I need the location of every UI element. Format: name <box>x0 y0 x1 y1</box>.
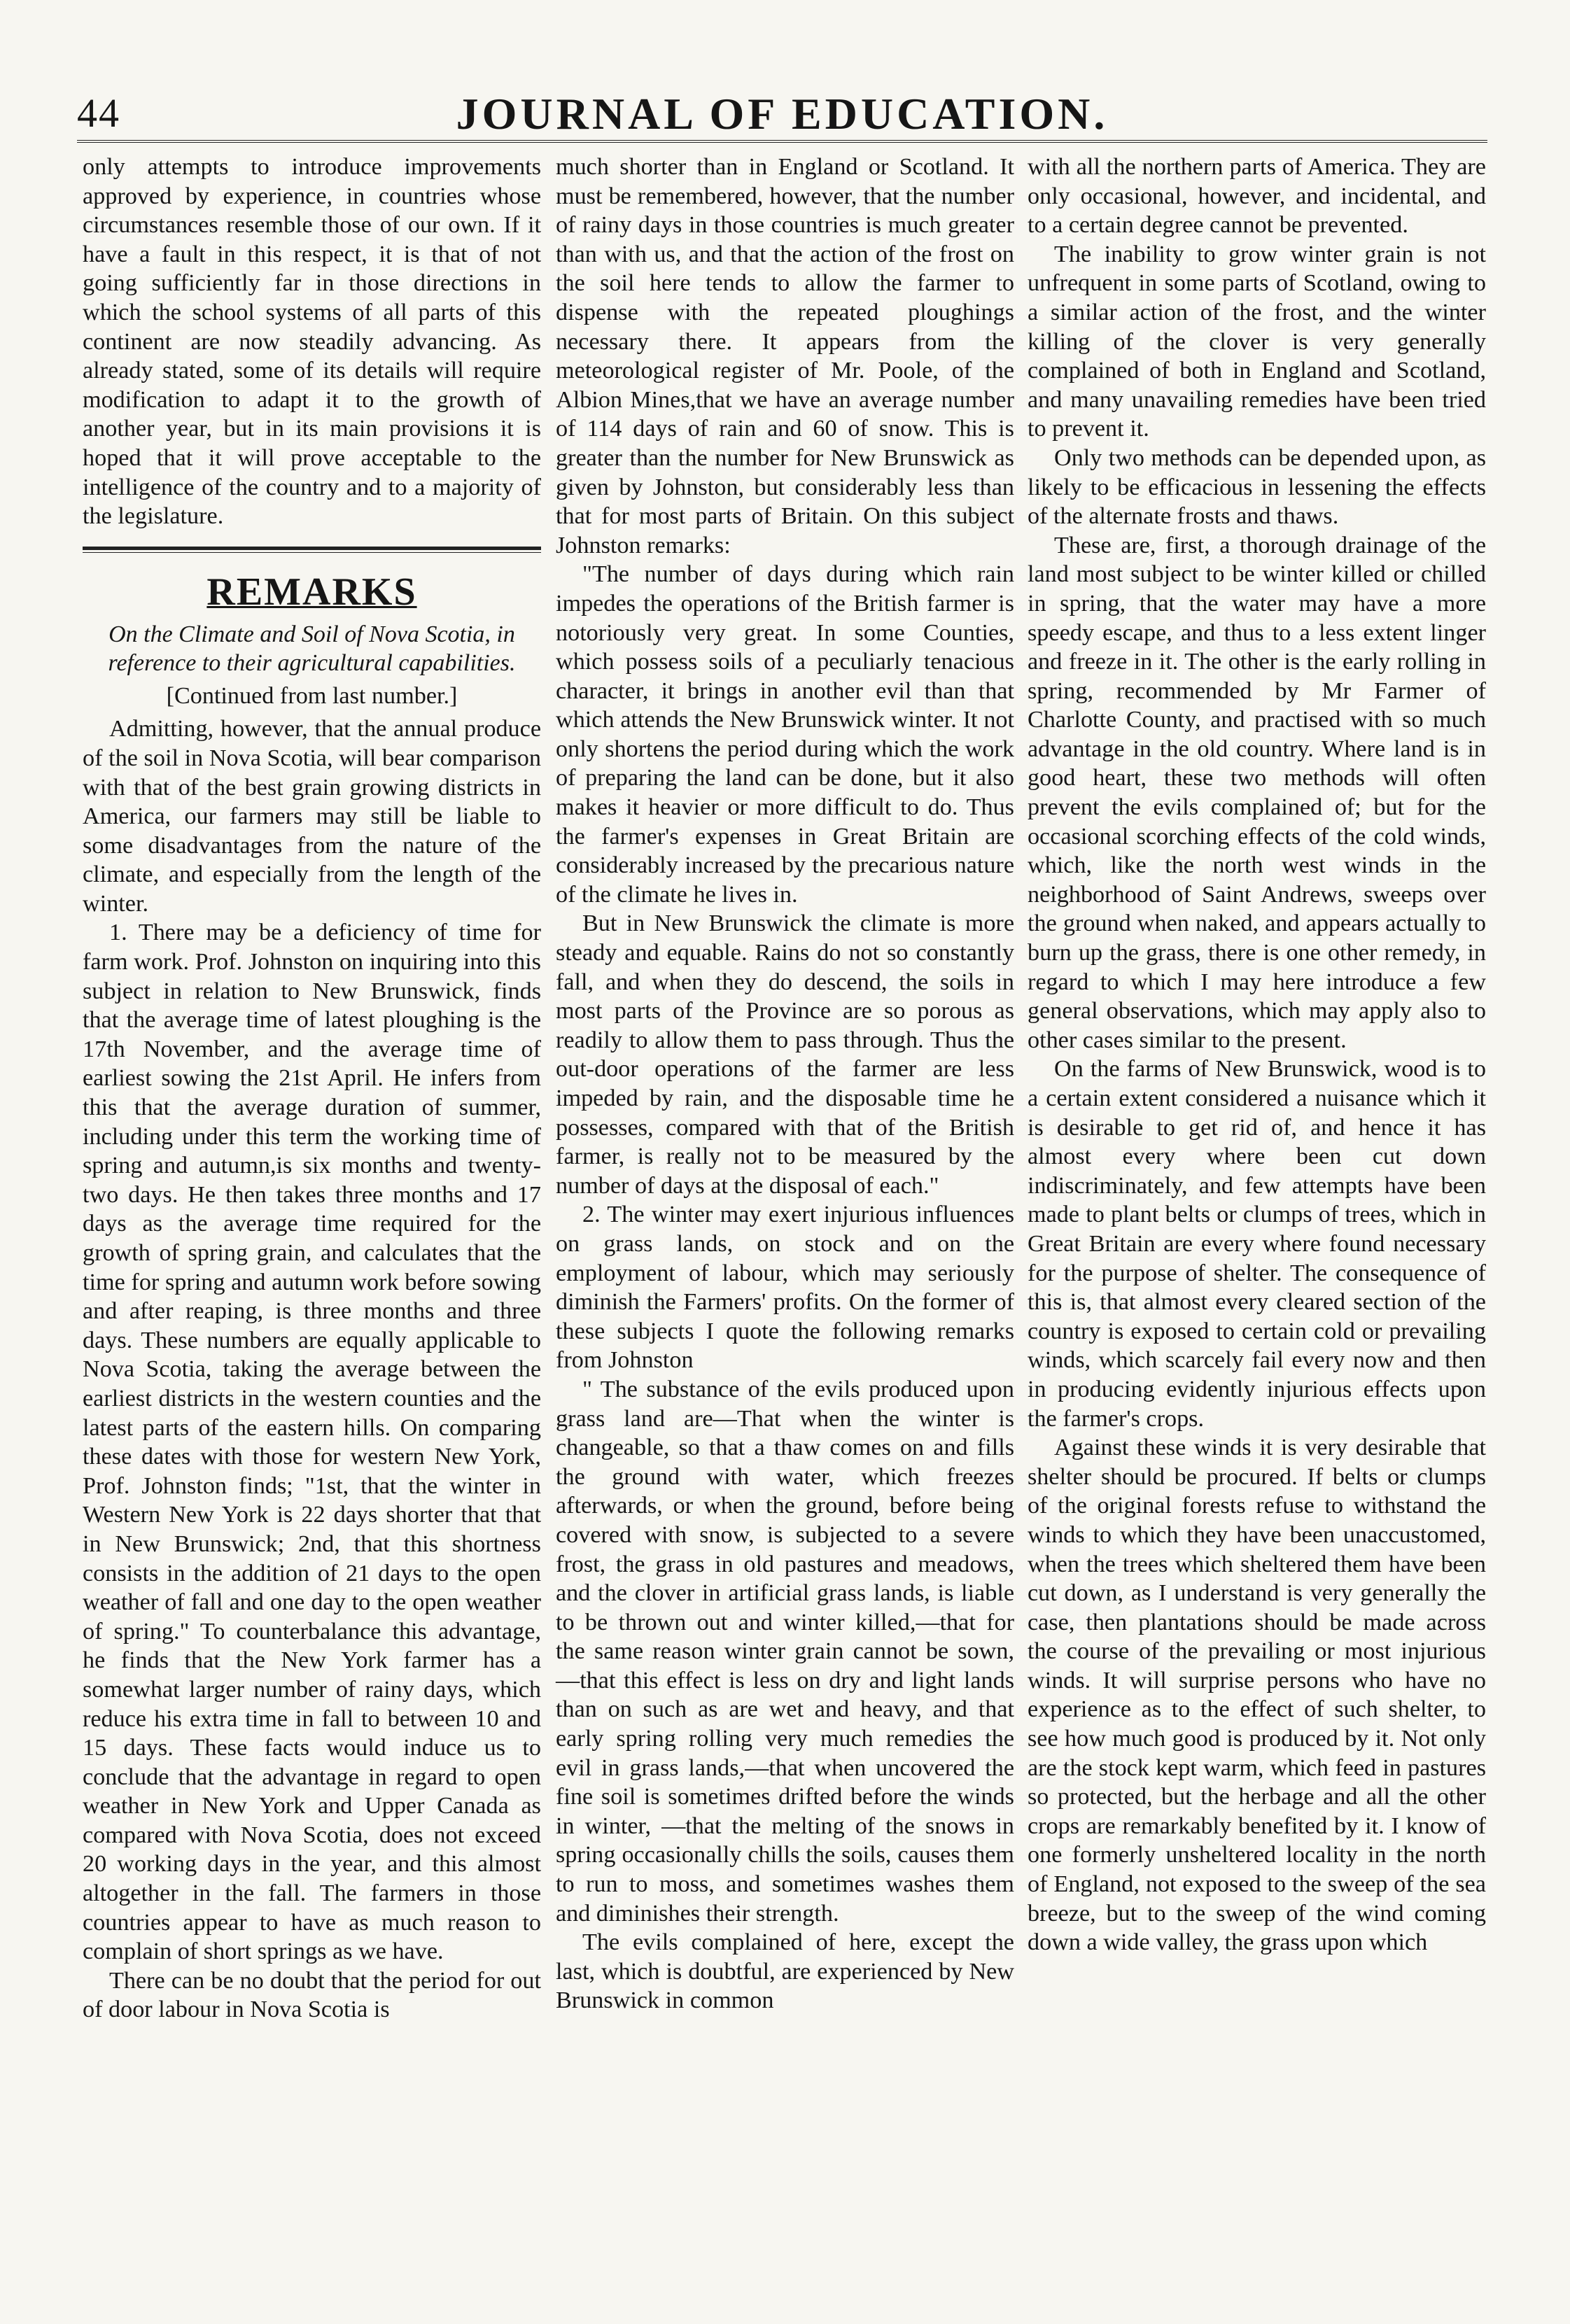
section-subtitle: On the Climate and Soil of Nova Scotia, in reference to their agricultural capabilities. <box>108 621 516 676</box>
paragraph: Against these winds it is very desirable that shelter should be procured. If belts or clumps of the original forests refuse to withstand the winds to which they have been unaccustomed, when the trees which sheltered them have been cut down, as I understand is very generally the case, then plantations should be made across the course of the prevailing or most injurious winds. It will surprise persons who have no experience as to the effect of such shelter, to see how much good is produced by it. Not only are the stock kept warm, which feed in pastures so protected, but the herbage and all the other crops are remarkably benefited by it. I know of one formerly unsheltered locality in the north of England, not exposed to the sweep of the sea breeze, but to the sweep of the wind coming down a wide valley, the grass upon which <box>1028 1435 1486 1956</box>
column-middle <box>556 153 1014 2015</box>
paragraph: with all the northern parts of America. They are only occasional, however, and incidental, and to a certain degree cannot be prevented. <box>1028 154 1486 239</box>
journal-title: JOURNAL OF EDUCATION. <box>456 89 1109 139</box>
header-rule <box>77 140 1487 143</box>
column-left <box>83 153 541 2024</box>
page-header <box>77 83 1487 146</box>
paragraph: Only two methods can be depended upon, as likely to be efficacious in lessening the effects of the alternate frosts and thaws. <box>1028 444 1486 530</box>
paragraph: These are, first, a thorough drainage of the land most subject to be winter killed or chilled in spring, that the water may have a more speedy escape, and thus to a less extent linger and freeze in it. The other is the early rolling in spring, recommended by Mr Farmer of Charlotte County, and practised with so much advantage in the old country. Where land is in good heart, these two methods will often prevent the evils complained of; but for the occasional scorching effects of the cold winds, which, like the north west winds in the neighborhood of Saint Andrews, sweeps over the ground when naked, and appears actually to burn up the grass, there is one other remedy, in regard to which I may here introduce a few general observations, which may apply also to other cases similar to the present. <box>1028 532 1486 1053</box>
paragraph: 1. There may be a deficiency of time for farm work. Prof. Johnston on inquiring into this subject in relation to New Brunswick, finds that the average time of latest ploughing is the 17th November, and the average time of earliest sowing the 21st April. He infers from this that the average duration of summer, including under this term the working time of spring and autumn,is six months and twenty-two days. He then takes three months and 17 days as the average time required for the growth of spring grain, and calculates that the time for spring and autumn work before sowing and after reaping, is three months and three days. These numbers are equally applicable to Nova Scotia, taking the average between the earliest districts in the western counties and the latest parts of the eastern hills. On comparing these dates with those for western New York, Prof. Johnston finds; "1st, that the winter in Western New York is 22 days shorter that that in New Brunswick; 2nd, that this shortness consists in the addition of 21 days to the open weather of fall and one day to the open weather of spring." To counterbalance this advantage, he finds that the New York farmer has a somewhat larger number of rainy days, which reduce his extra time in fall to between 10 and 15 days. These facts would induce us to conclude that the advantage in regard to open weather in New York and Upper Canada as compared with Nova Scotia, does not exceed 20 working days in the year, and this almost altogether in the fall. The farmers in those countries appear to have as much reason to complain of short springs as we have. <box>83 920 541 1965</box>
paragraph: 2. The winter may exert injurious influences on grass lands, on stock and on the employment of labour, which may seriously diminish the Farmers' profits. On the former of these subjects I quote the following remarks from Johnston <box>556 1202 1014 1374</box>
paragraph: "The number of days during which rain impedes the operations of the British farmer is notoriously very great. In some Counties, which possess soils of a peculiarly tenacious character, it brings in another evil than that which attends the New Brunswick winter. It not only shortens the period during which the work of preparing the land can be done, but it also makes it heavier or more difficult to do. Thus the farmer's expenses in Great Britain are considerably increased by the precarious nature of the climate he lives in. <box>556 561 1014 908</box>
section-divider <box>83 547 541 553</box>
paragraph: On the farms of New Brunswick, wood is to a certain extent considered a nuisance which it is desirable to get rid of, and hence it has almost every where been cut down indiscriminately, and few attempts have been made to plant belts or clumps of trees, which in Great Britain are every where found necessary for the purpose of shelter. The consequence of this is, that almost every cleared section of the country is exposed to certain cold or prevailing winds, which scarcely fail every now and then in producing evidently injurious effects upon the farmer's crops. <box>1028 1056 1486 1432</box>
paragraph: " The substance of the evils produced upon grass land are—That when the winter is changeable, so that a thaw comes on and fills the ground with water, which freezes afterwards, or when the ground, before being covered with snow, is subjected to a severe frost, the grass in old pastures and meadows, and the clover in artificial grass lands, is liable to be thrown out and winter killed,—that for the same reason winter grain cannot be sown,—that this effect is less on dry and light lands than on such as are wet and heavy, and that early spring rolling very much remedies the evil in grass lands,—that when uncovered the fine soil is sometimes drifted before the winds in winter, —that the melting of the snows in spring occasionally chills the soils, causes them to run to moss, and sometimes washes them and diminishes their strength. <box>556 1376 1014 1927</box>
column-left-opening: only attempts to introduce improvements approved by experience, in countries whose circumstances resemble those of our own. If it have a fault in this respect, it is that of not going sufficiently far in those directions in which the school systems of all parts of this continent are now steadily advancing. As already stated, some of its details will require modification to adapt it to the growth of another year, but in its main provisions it is hoped that it will prove acceptable to the intelligence of the country and to a majority of the legislature. <box>83 154 541 530</box>
paragraph: The evils complained of here, except the last, which is doubtful, are experienced by New Brunswick in common <box>556 1929 1014 2014</box>
column-right <box>1028 153 1486 1957</box>
continued-note: [Continued from last number.] <box>166 682 458 709</box>
section-heading: REMARKS <box>206 570 417 614</box>
paragraph: But in New Brunswick the climate is more steady and equable. Rains do not so constantly fall, and when they do descend, the soils in most parts of the Province are so porous as readily to allow them to pass through. Thus the out-door operations of the farmer are less impeded by rain, and the disposable time he possesses, compared with that of the British farmer, is really not to be measured by the number of days at the disposal of each." <box>556 910 1014 1199</box>
paragraph: The inability to grow winter grain is not unfrequent in some parts of Scotland, owing to a similar action of the frost, and the winter killing of the clover is very generally complained of both in England and Scotland, and many unavailing remedies have been tried to prevent it. <box>1028 241 1486 442</box>
paragraph: much shorter than in England or Scotland. It must be remembered, however, that the number of rainy days in those countries is much greater than with us, and that the action of the frost on the soil here tends to allow the farmer to dispense with the repeated ploughings necessary there. It appears from the meteorological register of Mr. Poole, of the Albion Mines,that we have an average number of 114 days of rain and 60 of snow. This is greater than the number for New Brunswick as given by Johnston, but considerably less than that for most parts of Britain. On this subject Johnston remarks: <box>556 154 1014 558</box>
page-number: 44 <box>77 90 120 136</box>
paragraph: Admitting, however, that the annual produce of the soil in Nova Scotia, will bear comparison with that of the best grain growing districts in America, our farmers may still be liable to some disadvantages from the nature of the climate, and especially from the length of the winter. <box>83 716 541 917</box>
paragraph: There can be no doubt that the period for out of door labour in Nova Scotia is <box>83 1967 541 2023</box>
